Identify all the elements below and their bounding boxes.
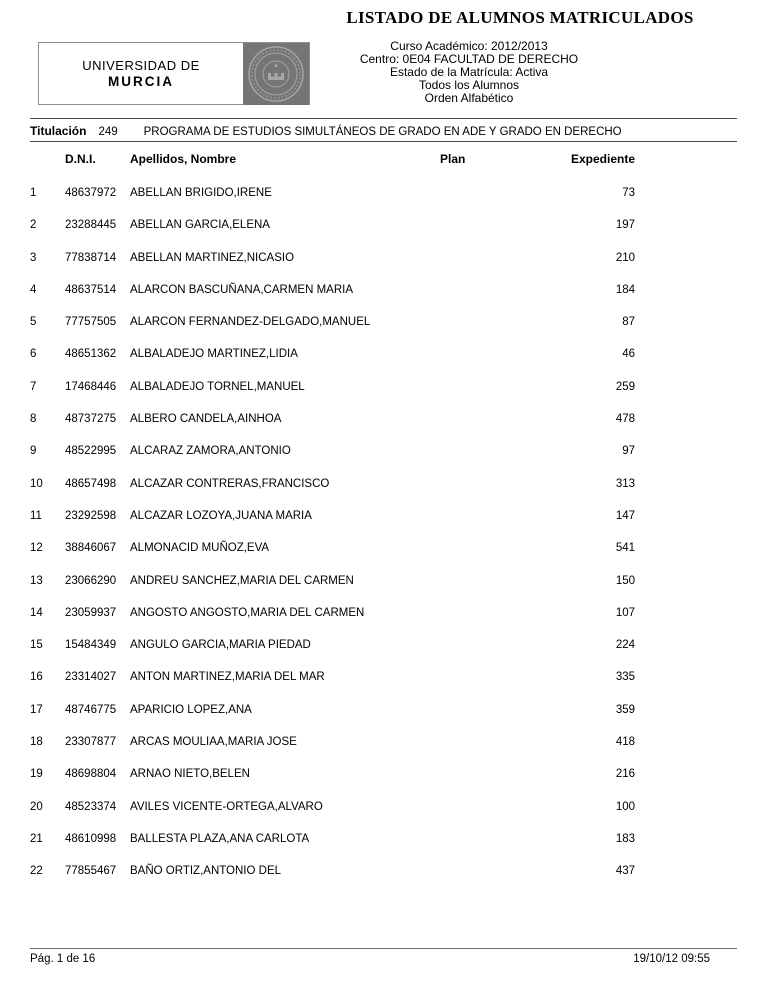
info-todos-alumnos: Todos los Alumnos xyxy=(418,78,520,92)
header-dni: D.N.I. xyxy=(65,152,96,166)
row-expediente: 46 xyxy=(622,348,635,361)
header-expediente: Expediente xyxy=(570,152,635,166)
row-name: ALBALADEJO TORNEL,MANUEL xyxy=(130,380,305,393)
row-number: 18 xyxy=(30,736,43,749)
row-dni: 23288445 xyxy=(65,219,117,232)
table-row xyxy=(30,735,635,767)
university-logo xyxy=(38,42,310,105)
row-name: APARICIO LOPEZ,ANA xyxy=(130,703,252,716)
row-number: 3 xyxy=(30,251,37,264)
row-dni: 48657498 xyxy=(65,477,117,490)
row-expediente: 216 xyxy=(615,768,635,781)
info-orden: Orden Alfabético xyxy=(424,91,514,105)
student-table-body xyxy=(30,186,635,897)
row-expediente: 147 xyxy=(615,509,635,522)
divider-top xyxy=(30,118,737,119)
table-row xyxy=(30,412,635,444)
row-number: 21 xyxy=(30,832,43,845)
table-row xyxy=(30,251,635,283)
row-dni: 48698804 xyxy=(65,768,117,781)
row-number: 14 xyxy=(30,606,43,619)
row-expediente: 437 xyxy=(615,865,635,878)
row-expediente: 224 xyxy=(615,639,635,652)
row-expediente: 183 xyxy=(615,832,635,845)
info-centro: Centro: 0E04 FACULTAD DE DERECHO xyxy=(359,52,579,66)
row-name: ABELLAN MARTINEZ,NICASIO xyxy=(130,251,295,264)
row-name: ALBALADEJO MARTINEZ,LIDIA xyxy=(130,348,298,361)
table-row xyxy=(30,638,635,670)
row-name: ARCAS MOULIAA,MARIA JOSE xyxy=(130,736,297,749)
table-row xyxy=(30,800,635,832)
row-name: ANDREU SANCHEZ,MARIA DEL CARMEN xyxy=(130,574,354,587)
row-number: 2 xyxy=(30,219,37,232)
university-name-line1: UNIVERSIDAD DE xyxy=(82,57,200,73)
row-dni: 77855467 xyxy=(65,865,117,878)
row-expediente: 478 xyxy=(615,413,635,426)
row-number: 16 xyxy=(30,671,43,684)
row-dni: 48523374 xyxy=(65,800,117,813)
university-logo-text xyxy=(39,43,243,104)
table-header-row xyxy=(30,152,635,166)
row-name: ABELLAN GARCIA,ELENA xyxy=(130,219,270,232)
row-number: 13 xyxy=(30,574,43,587)
row-name: ANGULO GARCIA,MARIA PIEDAD xyxy=(130,639,311,652)
row-expediente: 541 xyxy=(615,542,635,555)
row-expediente: 184 xyxy=(615,283,635,296)
university-name-line2: MURCIA xyxy=(108,73,174,89)
row-dni: 38846067 xyxy=(65,542,117,555)
row-number: 20 xyxy=(30,800,43,813)
row-number: 6 xyxy=(30,348,37,361)
row-number: 8 xyxy=(30,413,37,426)
row-name: ARNAO NIETO,BELEN xyxy=(130,768,250,781)
row-name: ALCAZAR CONTRERAS,FRANCISCO xyxy=(130,477,330,490)
row-dni: 77838714 xyxy=(65,251,117,264)
row-expediente: 335 xyxy=(615,671,635,684)
row-dni: 17468446 xyxy=(65,380,117,393)
row-name: BAÑO ORTIZ,ANTONIO DEL xyxy=(130,865,282,878)
row-number: 11 xyxy=(30,509,42,522)
table-row xyxy=(30,186,635,218)
row-number: 9 xyxy=(30,445,37,458)
table-row xyxy=(30,541,635,573)
row-dni: 48651362 xyxy=(65,348,117,361)
row-dni: 48746775 xyxy=(65,703,117,716)
info-curso: Curso Académico: 2012/2013 xyxy=(390,39,548,53)
table-row xyxy=(30,832,635,864)
row-expediente: 100 xyxy=(615,800,635,813)
row-name: ANGOSTO ANGOSTO,MARIA DEL CARMEN xyxy=(130,606,365,619)
row-name: ANTON MARTINEZ,MARIA DEL MAR xyxy=(130,671,325,684)
row-name: ALARCON FERNANDEZ-DELGADO,MANUEL xyxy=(130,316,371,329)
table-row xyxy=(30,347,635,379)
row-number: 5 xyxy=(30,316,37,329)
document-title: LISTADO DE ALUMNOS MATRICULADOS xyxy=(346,8,694,27)
table-row xyxy=(30,703,635,735)
divider-footer xyxy=(30,948,737,949)
table-row xyxy=(30,444,635,476)
row-expediente: 197 xyxy=(615,219,635,232)
row-number: 1 xyxy=(30,187,37,199)
row-expediente: 313 xyxy=(615,477,635,490)
row-expediente: 73 xyxy=(622,187,635,199)
row-number: 10 xyxy=(30,477,43,490)
row-number: 19 xyxy=(30,768,43,781)
table-row xyxy=(30,283,635,315)
row-dni: 48610998 xyxy=(65,832,117,845)
row-dni: 23066290 xyxy=(65,574,117,587)
row-expediente: 210 xyxy=(615,251,635,264)
titulacion-name: PROGRAMA DE ESTUDIOS SIMULTÁNEOS DE GRADO EN ADE Y GRADO EN DERECHO xyxy=(143,126,622,138)
row-expediente: 87 xyxy=(622,316,635,329)
titulacion-label: Titulación xyxy=(30,124,87,138)
table-row xyxy=(30,509,635,541)
report-info-block xyxy=(310,40,628,105)
footer-page-number: Pág. 1 de 16 xyxy=(30,953,96,965)
row-name: ALBERO CANDELA,AINHOA xyxy=(130,413,282,426)
row-dni: 48522995 xyxy=(65,445,117,458)
row-expediente: 150 xyxy=(615,574,635,587)
row-name: ALMONACID MUÑOZ,EVA xyxy=(130,542,270,555)
row-name: ABELLAN BRIGIDO,IRENE xyxy=(130,187,272,199)
row-dni: 23314027 xyxy=(65,671,117,684)
row-expediente: 97 xyxy=(622,445,635,458)
row-expediente: 359 xyxy=(615,703,635,716)
table-row xyxy=(30,767,635,799)
row-dni: 23292598 xyxy=(65,509,117,522)
row-name: ALCARAZ ZAMORA,ANTONIO xyxy=(130,445,291,458)
university-seal-icon xyxy=(243,43,309,104)
table-row xyxy=(30,477,635,509)
row-dni: 23307877 xyxy=(65,736,117,749)
row-expediente: 107 xyxy=(615,606,635,619)
row-number: 17 xyxy=(30,703,43,716)
row-number: 4 xyxy=(30,283,37,296)
row-expediente: 259 xyxy=(615,380,635,393)
row-dni: 48637972 xyxy=(65,187,117,199)
row-name: BALLESTA PLAZA,ANA CARLOTA xyxy=(130,832,310,845)
row-number: 12 xyxy=(30,542,43,555)
row-name: AVILES VICENTE-ORTEGA,ALVARO xyxy=(130,800,323,813)
table-row xyxy=(30,315,635,347)
row-number: 15 xyxy=(30,639,43,652)
table-row xyxy=(30,864,635,896)
titulacion-code: 249 xyxy=(98,126,118,138)
header-apellidos-nombre: Apellidos, Nombre xyxy=(130,152,237,166)
footer-timestamp: 19/10/12 09:55 xyxy=(633,953,710,965)
table-row xyxy=(30,670,635,702)
table-row xyxy=(30,574,635,606)
row-expediente: 418 xyxy=(615,736,635,749)
row-number: 7 xyxy=(30,380,37,393)
row-dni: 48737275 xyxy=(65,413,117,426)
row-name: ALCAZAR LOZOYA,JUANA MARIA xyxy=(130,509,312,522)
info-estado-matricula: Estado de la Matrícula: Activa xyxy=(389,65,549,79)
header-plan: Plan xyxy=(440,152,466,166)
table-row xyxy=(30,380,635,412)
row-dni: 48637514 xyxy=(65,283,117,296)
row-dni: 23059937 xyxy=(65,606,117,619)
table-row xyxy=(30,606,635,638)
table-row xyxy=(30,218,635,250)
row-number: 22 xyxy=(30,865,43,878)
row-dni: 15484349 xyxy=(65,639,117,652)
titulacion-row xyxy=(30,124,737,138)
divider-under-titulacion xyxy=(30,141,737,142)
row-dni: 77757505 xyxy=(65,316,117,329)
row-name: ALARCON BASCUÑANA,CARMEN MARIA xyxy=(130,283,354,296)
